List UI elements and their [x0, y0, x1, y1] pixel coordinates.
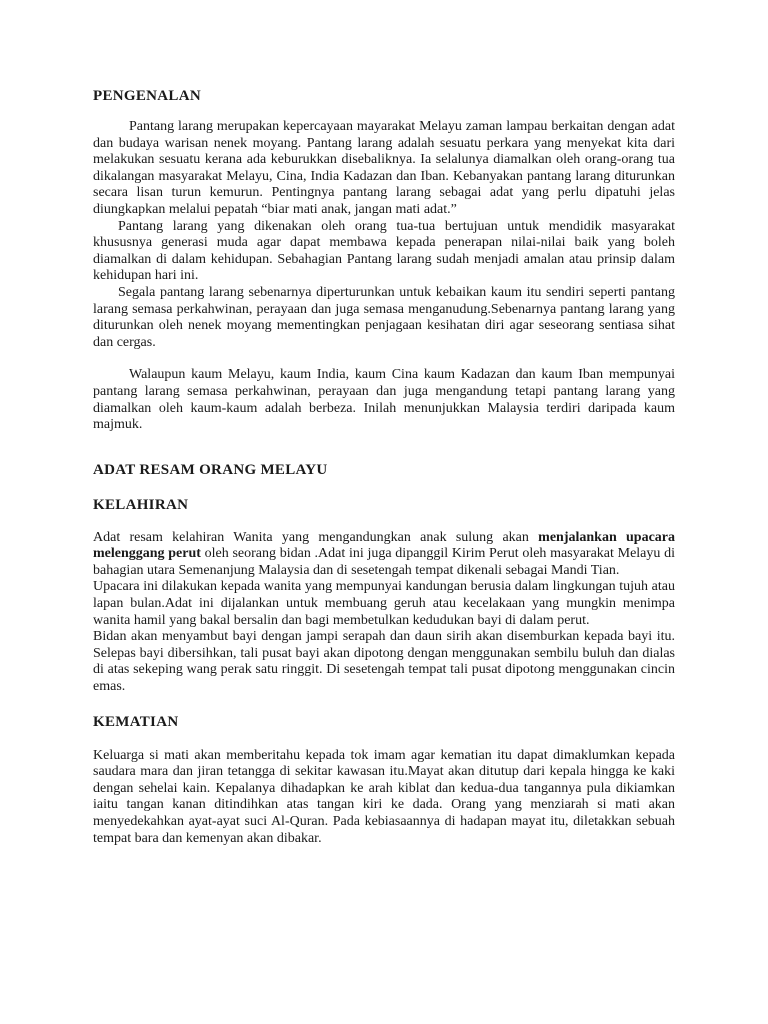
intro-paragraph-3: Segala pantang larang sebenarnya diperturunkan untuk kebaikan kaum itu sendiri seperti pantang larang semasa perkahwinan, perayaan dan juga semasa menganudung.Sebenarnya pantang larang yang diturunkan oleh nenek moyang mementingkan penjagaan kesihatan diri agar seseorang sentiasa sihat dan cergas.	[93, 284, 675, 350]
section-heading-kelahiran: KELAHIRAN	[93, 496, 189, 513]
document-page	[93, 88, 675, 847]
kelahiran-paragraph-3: Bidan akan menyambut bayi dengan jampi serapah dan daun sirih akan disemburkan kepada bayi itu. Selepas bayi dibersihkan, tali pusat bayi akan dipotong dengan menggunakan sembilu buluh dan dialas di atas sekeping wang perak satu ringgit. Di sesetengah tempat tali pusat dipotong menggunakan cincin emas.	[93, 629, 675, 695]
intro-paragraph-4: Walaupun kaum Melayu, kaum India, kaum Cina kaum Kadazan dan kaum Iban mempunyai pantang larang semasa perkahwinan, perayaan dan juga mengandung tetapi pantang larang yang diamalkan oleh kaum-kaum adalah berbeza. Inilah menunjukkan Malaysia terdiri daripada kaum majmuk.	[93, 367, 675, 433]
kelahiran-paragraph-2: Upacara ini dilakukan kepada wanita yang mempunyai kandungan berusia dalam lingkungan tujuh atau lapan bulan.Adat ini dijalankan untuk membuang geruh atau kecelakaan yang mungkin menimpa wanita hamil yang bakal bersalin dan bagi membetulkan kedudukan bayi di dalam perut.	[93, 579, 675, 628]
intro-paragraph-1: Pantang larang merupakan kepercayaan mayarakat Melayu zaman lampau berkaitan dengan adat dan budaya warisan nenek moyang. Pantang larang adalah sesuatu perkara yang menyekat kita dari melakukan sesuatu kerana ada keburukkan disebaliknya. Ia selalunya diamalkan oleh orang-orang tua dikalangan masyarakat Melayu, Cina, India Kadazan dan Iban. Kebanyakan pantang larang diturunkan secara lisan turun kemurun. Pentingnya pantang larang sebagai adat yang perlu dipatuhi jelas diungkapkan melalui pepatah “biar mati anak, jangan mati adat.”	[93, 119, 675, 217]
kelahiran-text-rest: oleh seorang bidan .Adat ini juga dipanggil Kirim Perut oleh masyarakat Melayu di bahagian utara Semenanjung Malaysia dan di sesetengah tempat dikenali sebagai Mandi Tian.	[93, 546, 675, 578]
kelahiran-bold-phrase: menjalankan upacara melenggang perut	[93, 529, 675, 562]
section-heading-kematian: KEMATIAN	[93, 713, 179, 730]
intro-paragraph-2: Pantang larang yang dikenakan oleh orang tua-tua bertujuan untuk mendidik masyarakat khususnya generasi muda agar dapat membawa kepada penerapan nilai-nilai baik yang boleh diamalkan di dalam kehidupan. Sebahagian Pantang larang sudah menjadi amalan atau prinsip dalam kehidupan hari ini.	[93, 218, 675, 284]
section-heading-pengenalan: PENGENALAN	[93, 88, 202, 104]
kematian-paragraph-1: Keluarga si mati akan memberitahu kepada tok imam agar kematian itu dapat dimaklumkan kepada saudara mara dan jiran tetangga di sekitar kawasan itu.Mayat akan ditutup dari kepala hingga ke kaki dengan sehelai kain. Kepalanya dihadapkan ke arah kiblat dan kedua-dua tangannya pula dikiamkan iaitu tangan kanan ditindihkan atas tangan kiri ke dada. Orang yang menziarah si mati akan menyedekahkan ayat-ayat suci Al-Quran. Pada kebiasaannya di hadapan mayat itu, diletakkan sebuah tempat bara dan kemenyan akan dibakar.	[93, 747, 675, 846]
section-heading-adat-resam: ADAT RESAM ORANG MELAYU	[93, 461, 328, 478]
kelahiran-text-lead: Adat resam kelahiran Wanita yang mengandungkan anak sulung akan	[93, 529, 539, 545]
kelahiran-paragraph-1	[93, 530, 675, 580]
